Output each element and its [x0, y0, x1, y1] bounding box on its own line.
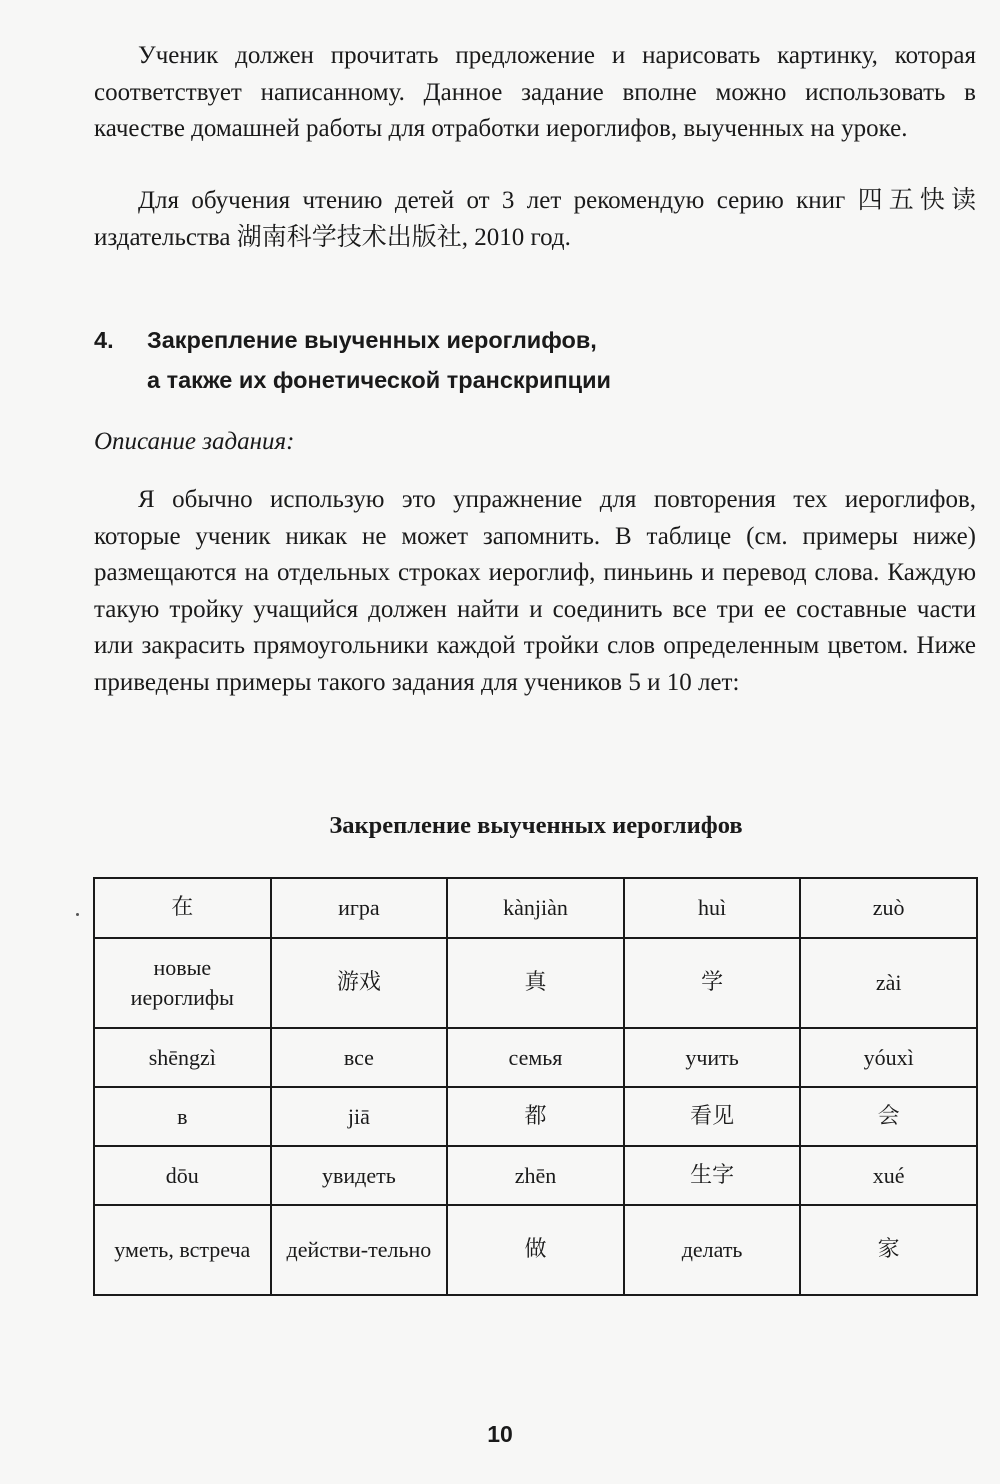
- table-cell: 生字: [624, 1146, 801, 1205]
- table-cell: делать: [624, 1205, 801, 1295]
- table-cell: 游戏: [271, 938, 448, 1028]
- table-cell: 学: [624, 938, 801, 1028]
- table-row: [94, 878, 977, 938]
- table-cell: zài: [800, 938, 977, 1028]
- book-recommendation-paragraph: Для обучения чтению детей от 3 лет рекомендую серию книг 四五快读 издательства 湖南科学技术出版社, 2010 год.: [94, 187, 976, 251]
- table-cell: dōu: [94, 1146, 271, 1205]
- table-cell: в: [94, 1087, 271, 1146]
- table-cell: новые иероглифы: [94, 938, 271, 1028]
- table-cell: huì: [624, 878, 801, 938]
- table-cell: 看见: [624, 1087, 801, 1146]
- table-cell: уметь, встреча: [94, 1205, 271, 1295]
- table-cell: jiā: [271, 1087, 448, 1146]
- section-number: 4.: [94, 327, 114, 353]
- table-row: [94, 1205, 977, 1295]
- table-cell: 都: [447, 1087, 624, 1146]
- table-cell: 会: [800, 1087, 977, 1146]
- table-cell: 真: [447, 938, 624, 1028]
- intro-paragraph: Ученик должен прочитать предложение и нарисовать картинку, которая соответствует написанному. Данное задание вполне можно использовать в качестве домашней работы для отработки иероглифов, выученных на уроке.: [94, 42, 976, 142]
- table-row: [94, 938, 977, 1028]
- table-cell: семья: [447, 1028, 624, 1087]
- table-cell: 家: [800, 1205, 977, 1295]
- table-row: [94, 1028, 977, 1087]
- table-cell: все: [271, 1028, 448, 1087]
- table-cell: увидеть: [271, 1146, 448, 1205]
- vocabulary-table: [93, 877, 978, 1296]
- table-cell: zuò: [800, 878, 977, 938]
- table-row: [94, 1146, 977, 1205]
- table-title: Закрепление выученных иероглифов: [329, 812, 743, 839]
- table-cell: учить: [624, 1028, 801, 1087]
- table-cell: kànjiàn: [447, 878, 624, 938]
- table-cell: xué: [800, 1146, 977, 1205]
- table-cell: действи-тельно: [271, 1205, 448, 1295]
- section-title-line-2: а также их фонетической транскрипции: [147, 367, 611, 393]
- table-cell: игра: [271, 878, 448, 938]
- section-title-line-1: Закрепление выученных иероглифов,: [147, 327, 597, 353]
- task-description-label: Описание задания:: [94, 428, 295, 455]
- table-row: [94, 1087, 977, 1146]
- page-number: 10: [487, 1421, 513, 1447]
- table-cell: 做: [447, 1205, 624, 1295]
- table-cell: shēngzì: [94, 1028, 271, 1087]
- table-cell: yóuxì: [800, 1028, 977, 1087]
- table-cell: 在: [94, 878, 271, 938]
- margin-dot: [76, 913, 79, 916]
- exercise-description-paragraph: Я обычно использую это упражнение для повторения тех иероглифов, которые ученик никак не может запомнить. В таблице (см. примеры ниже) размещаются на отдельных строках иероглиф, пиньинь и перевод слова. Каждую такую тройку учащийся должен найти и соединить все три ее составные части или закрасить прямоугольники каждой тройки слов определенным цветом. Ниже приведены примеры такого задания для учеников 5 и 10 лет:: [94, 486, 976, 696]
- table-cell: zhēn: [447, 1146, 624, 1205]
